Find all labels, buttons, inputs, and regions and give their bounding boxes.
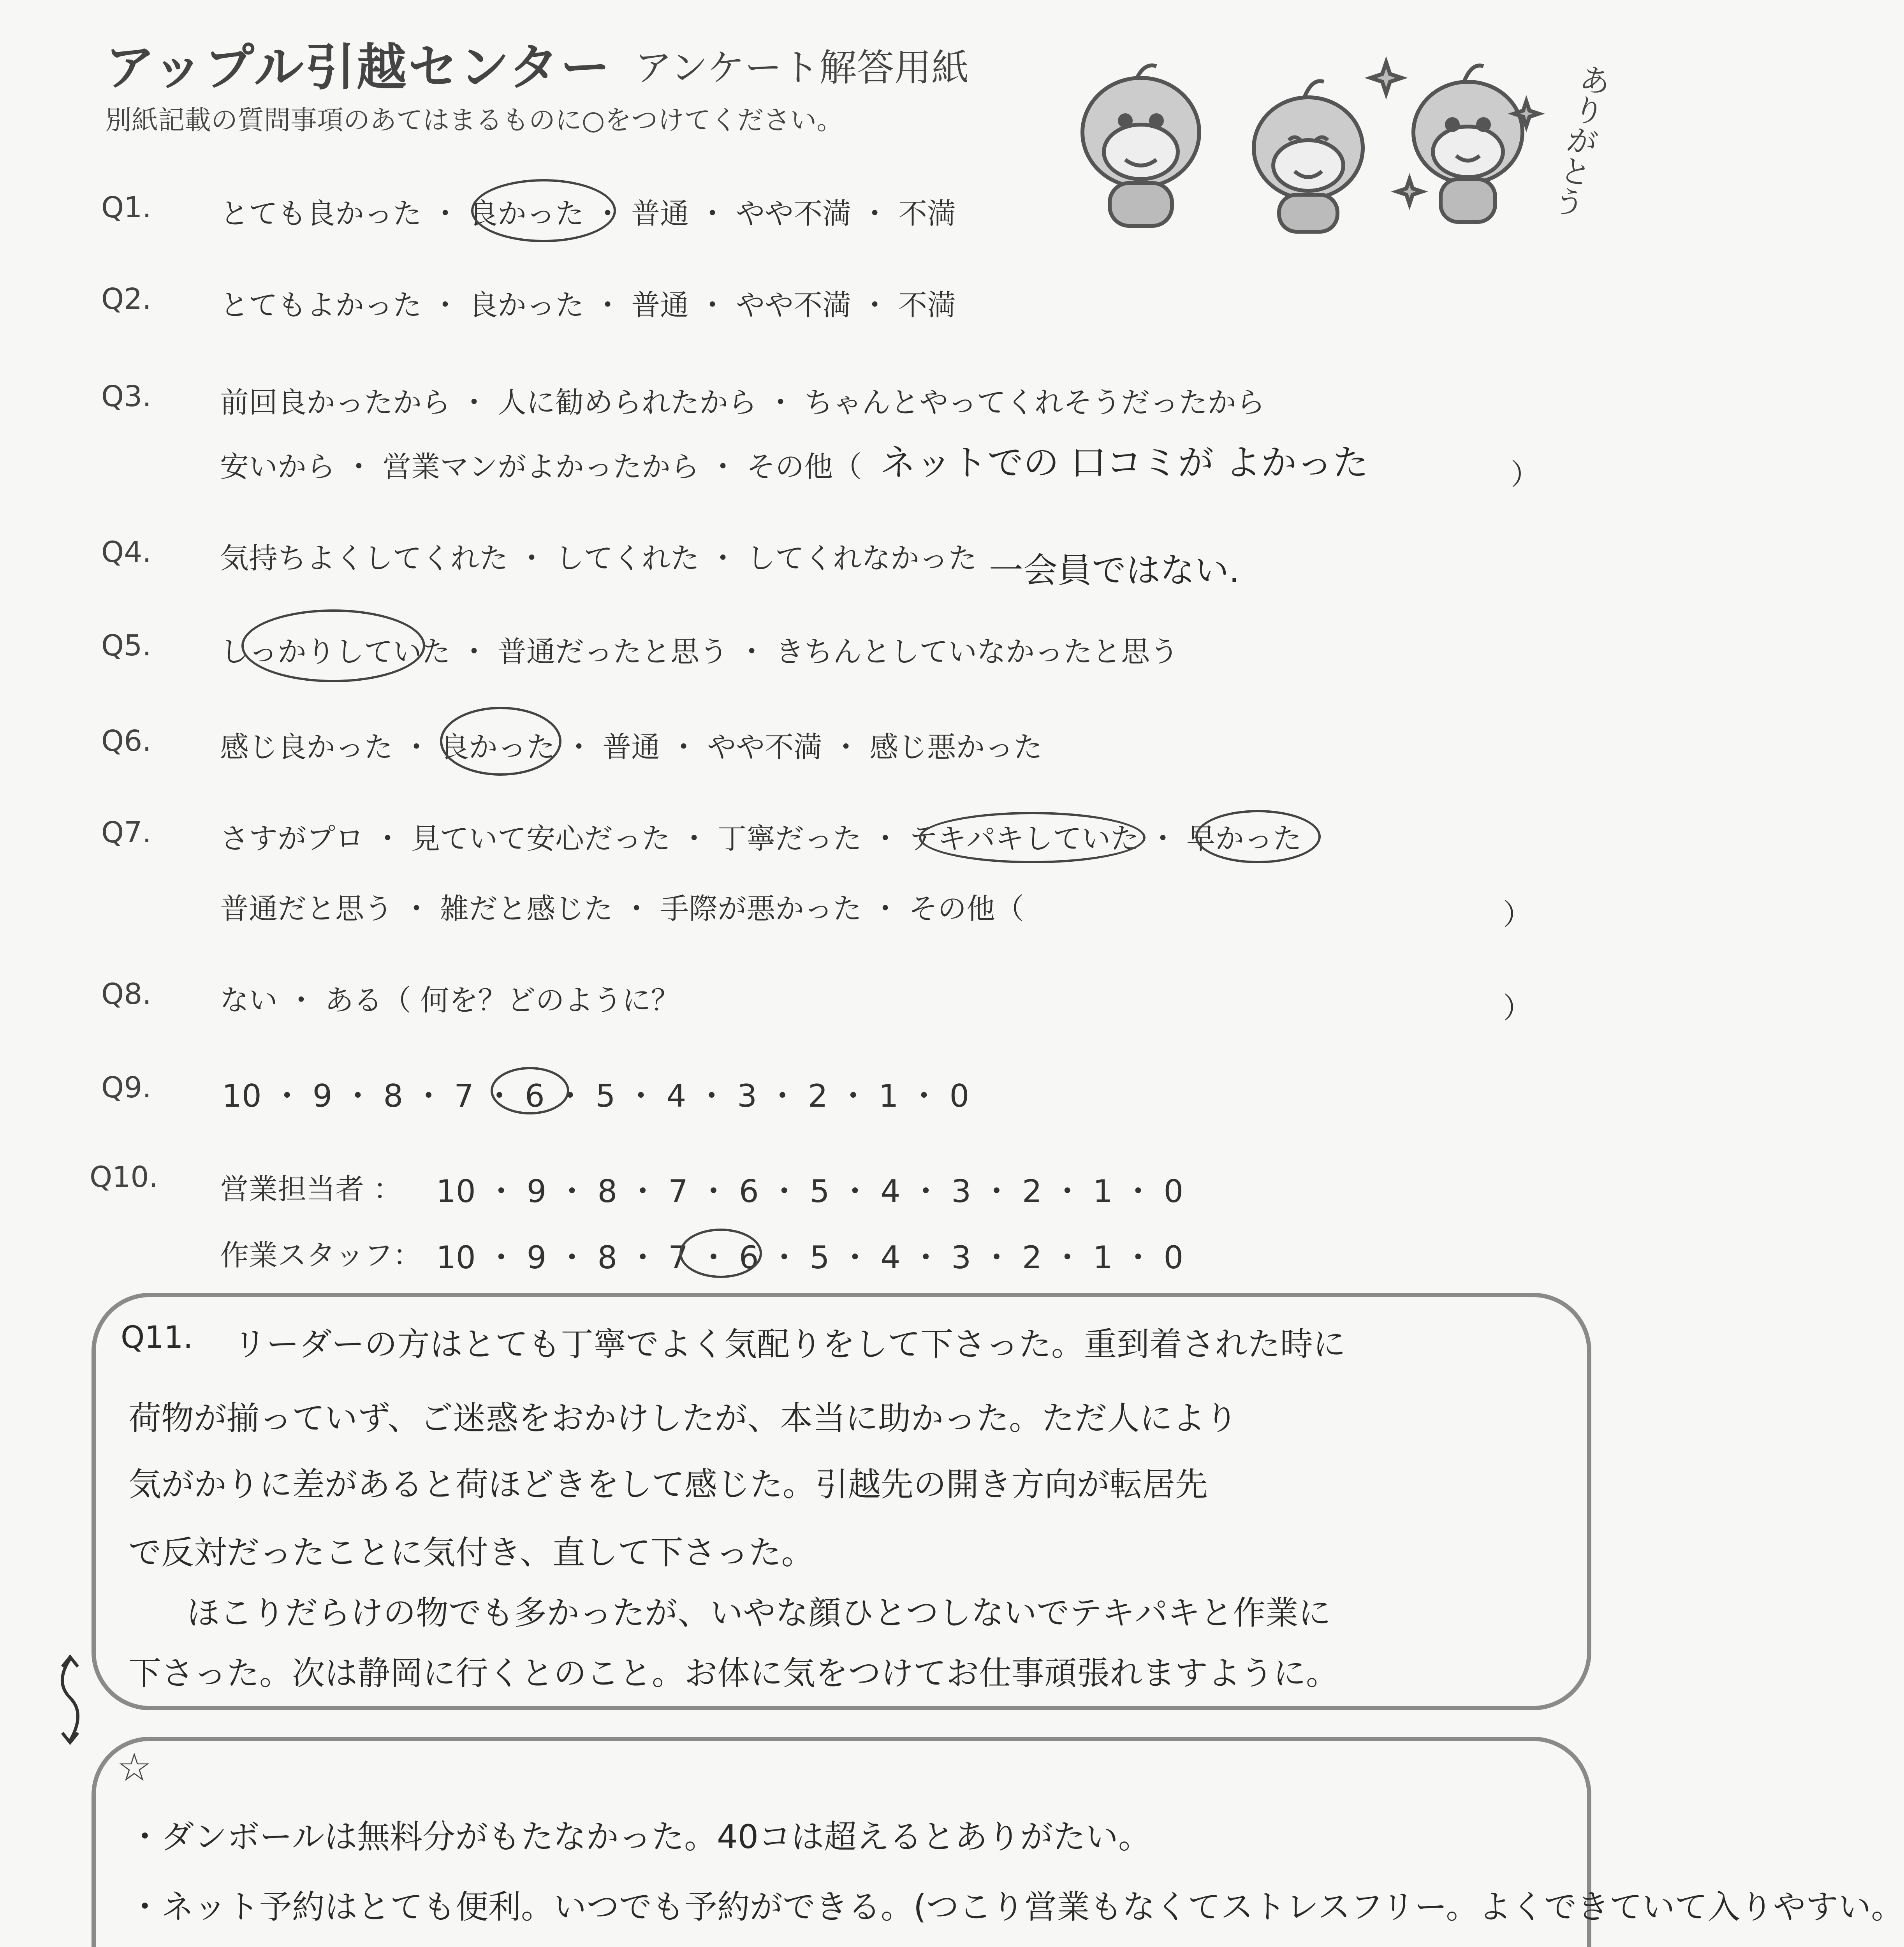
q5-circle-mark — [241, 609, 425, 682]
monkey-right-icon — [1413, 65, 1522, 222]
q7-close-paren: ） — [1503, 898, 1532, 931]
q6-circle-mark — [440, 707, 561, 776]
q10-staff-label: 作業スタッフ： — [220, 1239, 422, 1272]
q11-line: ほこりだらけの物でも多かったが、いやな顔ひとつしないでテキパキと作業に — [187, 1594, 1331, 1632]
q11-line: で反対だったことに気付き、直して下さった。 — [128, 1533, 814, 1572]
q10-circle-mark — [679, 1229, 762, 1278]
swap-arrows-icon — [47, 1651, 93, 1748]
q11-line: リーダーの方はとても丁寧でよく気配りをして下さった。重到着された時に — [234, 1325, 1346, 1363]
note-line: ・ダンボールは無料分がもたなかった。40コは超えるとありがたい。 — [128, 1818, 1151, 1856]
q10-sales-scale[interactable]: 10 ・ 9 ・ 8 ・ 7 ・ 6 ・ 5 ・ 4 ・ 3 ・ 2 ・ 1 ・ 0 — [436, 1173, 1184, 1209]
q10-number: Q10. — [90, 1160, 158, 1194]
q8-number: Q8. — [101, 977, 151, 1011]
q10-staff-scale[interactable]: 10 ・ 9 ・ 8 ・ 7 ・ 6 ・ 5 ・ 4 ・ 3 ・ 2 ・ 1 ・ 0 — [436, 1239, 1184, 1276]
company-title: アップル引越センター — [105, 39, 612, 97]
q1-circle-mark — [471, 179, 616, 242]
monkey-center-icon — [1254, 81, 1363, 232]
q9-circle-mark — [491, 1067, 569, 1114]
q7-number: Q7. — [101, 816, 151, 849]
q4-number: Q4. — [101, 535, 151, 569]
q8-options[interactable]: ない ・ ある（ 何を？どのように？ — [220, 984, 680, 1017]
q3-close-paren: ） — [1511, 458, 1540, 491]
q3-options-line1[interactable]: 前回良かったから ・ 人に勧められたから ・ ちゃんとやってくれそうだったから — [220, 386, 1265, 419]
q7-circle-mark-2 — [1195, 810, 1321, 863]
monkey-left-icon — [1082, 65, 1199, 226]
sparkle-icon — [1397, 179, 1422, 204]
q3-options-line2[interactable]: 安いから ・ 営業マンがよかったから ・ その他（ — [220, 450, 862, 484]
sparkle-icon — [1371, 62, 1402, 93]
monkey-mascots-illustration — [1067, 55, 1573, 234]
q10-sales-label: 営業担当者 ： — [220, 1172, 402, 1206]
note-line: ・ネット予約はとても便利。いつでも予約ができる。(つこり営業もなくてストレスフリー。よくできていて入りやすい。 — [128, 1888, 1904, 1926]
q7-options-line2[interactable]: 普通だと思う ・ 雑だと感じた ・ 手際が悪かった ・ その他（ — [220, 892, 1024, 926]
q9-number: Q9. — [101, 1071, 151, 1104]
q3-number: Q3. — [101, 380, 151, 413]
q1-number: Q1. — [101, 191, 151, 224]
q11-line: 荷物が揃っていず、ご迷惑をおかけしたが、本当に助かった。ただ人により — [128, 1399, 1238, 1437]
q3-handwritten-answer: ネットでの 口コミが よかった — [880, 442, 1369, 484]
q6-options[interactable]: 感じ良かった ・ 良かった ・ 普通 ・ やや不満 ・ 感じ悪かった — [220, 731, 1043, 764]
q6-number: Q6. — [101, 724, 151, 758]
q11-label: Q11. — [121, 1320, 193, 1355]
star-icon: ☆ — [117, 1745, 152, 1790]
q4-handwritten-note: 一会員ではない. — [989, 550, 1240, 590]
q4-options[interactable]: 気持ちよくしてくれた ・ してくれた ・ してくれなかった — [220, 542, 977, 575]
q8-close-paren: ） — [1503, 991, 1532, 1025]
q5-number: Q5. — [101, 629, 151, 662]
q7-circle-mark-1 — [919, 812, 1146, 863]
q2-options[interactable]: とてもよかった ・ 良かった ・ 普通 ・ やや不満 ・ 不満 — [220, 289, 956, 322]
q2-number: Q2. — [101, 282, 151, 316]
form-title: アンケート解答用紙 — [635, 46, 969, 90]
q11-line: 気がかりに差があると荷ほどきをして感じた。引越先の開き方向が転居先 — [128, 1465, 1208, 1503]
q5-options[interactable]: しっかりしていた ・ 普通だったと思う ・ きちんとしていなかったと思う — [220, 635, 1179, 669]
thanks-text: ありがとう — [1546, 60, 1614, 220]
instruction-text: 別紙記載の質問事項のあてはまるものに○をつけてください。 — [105, 105, 843, 136]
q9-scale[interactable]: 10 ・ 9 ・ 8 ・ 7 ・ 6 ・ 5 ・ 4 ・ 3 ・ 2 ・ 1 ・ 0 — [222, 1078, 970, 1114]
q7-options-line1[interactable]: さすがプロ ・ 見ていて安心だった ・ 丁寧だった ・ テキパキしていた ・ 早かった — [220, 822, 1302, 856]
q11-line: 下さった。次は静岡に行くとのこと。お体に気をつけてお仕事頑張れますように。 — [128, 1654, 1339, 1692]
q1-options[interactable]: とても良かった ・ 良かった ・ 普通 ・ やや不満 ・ 不満 — [220, 197, 956, 231]
